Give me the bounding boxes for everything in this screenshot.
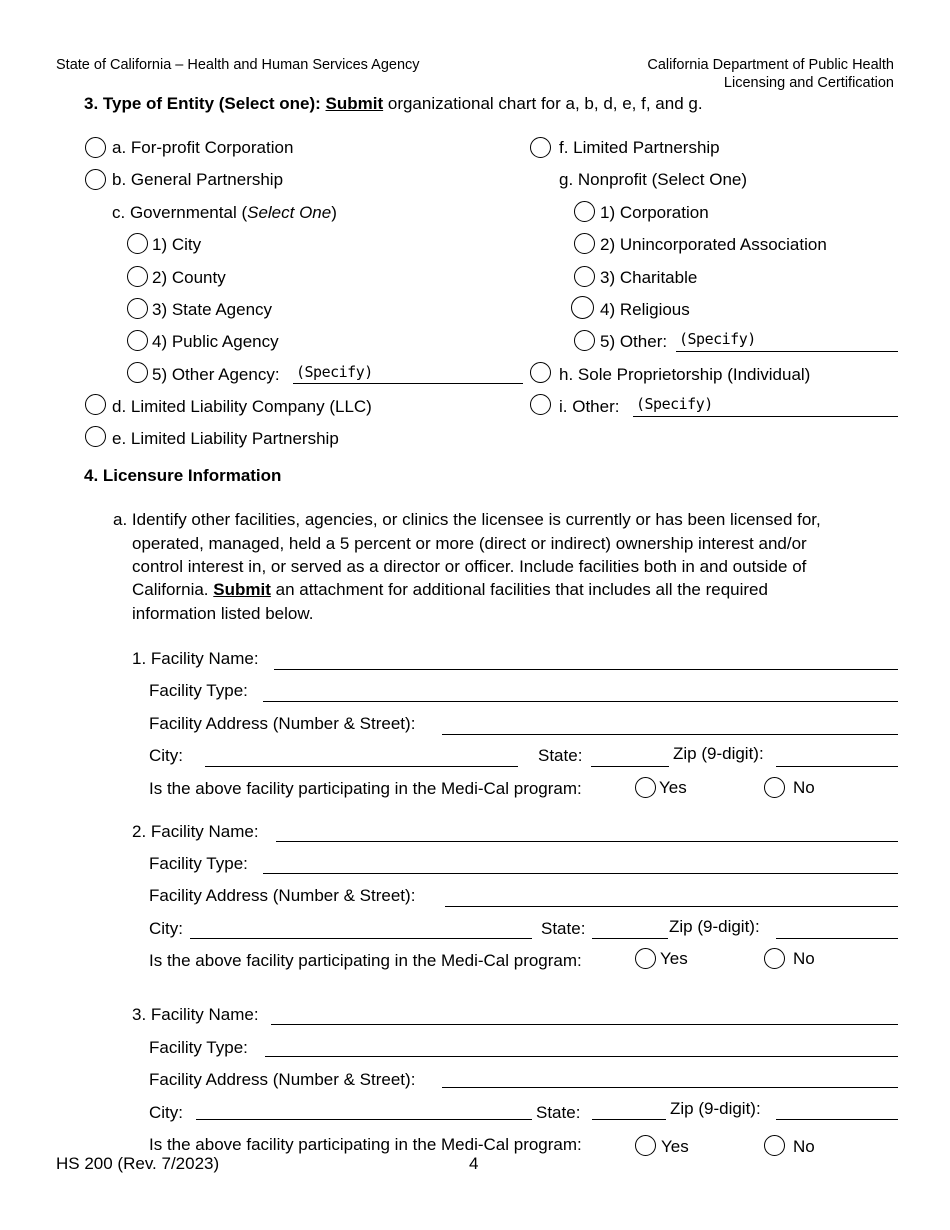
facility-2-name-label: 2. Facility Name: <box>132 822 259 841</box>
facility-3-city-field[interactable] <box>196 1119 532 1120</box>
facility-3-name-field[interactable] <box>271 1024 898 1025</box>
facility-1-medical-yes-radio[interactable] <box>635 777 656 798</box>
facility-3-city-label: City: <box>149 1103 183 1122</box>
other-entity-placeholder: (Specify) <box>636 395 713 413</box>
option-c-prefix: c. Governmental ( <box>112 203 248 222</box>
submit-keyword: Submit <box>325 94 384 113</box>
paragraph-line-3: control interest in, or served as a director or officer. Include facilities both in and outside of <box>132 557 807 576</box>
facility-1-medical-no-radio[interactable] <box>764 777 785 798</box>
other-agency-field[interactable] <box>293 383 523 384</box>
division-header: Licensing and Certification <box>723 75 894 91</box>
facility-1-zip-label: Zip (9-digit): <box>673 744 764 763</box>
facility-3-medical-question: Is the above facility participating in the Medi-Cal program: <box>149 1135 582 1154</box>
facility-1-name-label: 1. Facility Name: <box>132 649 259 668</box>
radio-public-agency[interactable] <box>127 330 148 351</box>
option-c2-label: 2) County <box>152 268 226 287</box>
option-c4-label: 4) Public Agency <box>152 332 279 351</box>
facility-3-type-label: Facility Type: <box>149 1038 248 1057</box>
other-agency-placeholder: (Specify) <box>296 363 373 381</box>
facility-1-no-label: No <box>793 778 815 797</box>
facility-3-state-field[interactable] <box>592 1119 666 1120</box>
facility-2-type-field[interactable] <box>263 873 898 874</box>
radio-for-profit-corporation[interactable] <box>85 137 106 158</box>
radio-sole-proprietorship[interactable] <box>530 362 551 383</box>
radio-nonprofit-other[interactable] <box>574 330 595 351</box>
paragraph-submit-keyword: Submit <box>213 580 271 599</box>
facility-2-address-field[interactable] <box>445 906 898 907</box>
facility-1-name-field[interactable] <box>274 669 898 670</box>
facility-2-state-label: State: <box>541 919 586 938</box>
section-4-title: 4. Licensure Information <box>84 466 282 485</box>
option-g3-label: 3) Charitable <box>600 268 698 287</box>
facility-3-medical-yes-radio[interactable] <box>635 1135 656 1156</box>
facility-3-address-field[interactable] <box>442 1087 898 1088</box>
facility-2-name-field[interactable] <box>276 841 898 842</box>
radio-other-entity[interactable] <box>530 394 551 415</box>
facility-2-no-label: No <box>793 949 815 968</box>
option-c-italic: Select One <box>247 203 332 222</box>
agency-header: State of California – Health and Human Services Agency <box>56 57 420 73</box>
option-b-label: b. General Partnership <box>112 170 284 189</box>
facility-2-medical-no-radio[interactable] <box>764 948 785 969</box>
facility-1-address-label: Facility Address (Number & Street): <box>149 714 416 733</box>
radio-charitable[interactable] <box>574 266 595 287</box>
paragraph-line-5: information listed below. <box>132 604 314 623</box>
facility-3-name-label: 3. Facility Name: <box>132 1005 259 1024</box>
facility-1-zip-field[interactable] <box>776 766 898 767</box>
option-h-label: h. Sole Proprietorship (Individual) <box>559 365 811 384</box>
facility-2-medical-question: Is the above facility participating in the Medi-Cal program: <box>149 951 582 970</box>
option-g2-label: 2) Unincorporated Association <box>600 235 827 254</box>
option-c-label <box>112 204 337 221</box>
facility-2-yes-label: Yes <box>660 949 688 968</box>
page-number: 4 <box>469 1154 479 1173</box>
facility-3-medical-no-radio[interactable] <box>764 1135 785 1156</box>
radio-state-agency[interactable] <box>127 298 148 319</box>
option-c1-label: 1) City <box>152 235 202 254</box>
option-e-label: e. Limited Liability Partnership <box>112 429 339 448</box>
paragraph-line-4-start: California. <box>132 580 209 599</box>
department-header: California Department of Public Health <box>647 57 894 73</box>
facility-1-medical-question: Is the above facility participating in the Medi-Cal program: <box>149 779 582 798</box>
facility-3-zip-label: Zip (9-digit): <box>670 1099 761 1118</box>
facility-1-city-label: City: <box>149 746 183 765</box>
facility-2-medical-yes-radio[interactable] <box>635 948 656 969</box>
nonprofit-other-field[interactable] <box>676 351 898 352</box>
section-3-title <box>84 95 703 112</box>
facility-3-state-label: State: <box>536 1103 581 1122</box>
form-id: HS 200 (Rev. 7/2023) <box>56 1154 220 1173</box>
radio-other-agency[interactable] <box>127 362 148 383</box>
option-d-label: d. Limited Liability Company (LLC) <box>112 397 372 416</box>
facility-3-type-field[interactable] <box>265 1056 898 1057</box>
paragraph-line-1: a. Identify other facilities, agencies, or clinics the licensee is currently or has been licensed for, <box>113 510 821 529</box>
paragraph-line-2: operated, managed, held a 5 percent or more (direct or indirect) ownership interest and/or <box>132 534 807 553</box>
nonprofit-other-placeholder: (Specify) <box>679 330 756 348</box>
facility-2-address-label: Facility Address (Number & Street): <box>149 886 416 905</box>
facility-1-city-field[interactable] <box>205 766 518 767</box>
radio-llp[interactable] <box>85 426 106 447</box>
option-a-label: a. For-profit Corporation <box>112 138 294 157</box>
option-g-label: g. Nonprofit (Select One) <box>559 170 748 189</box>
facility-1-state-field[interactable] <box>591 766 669 767</box>
radio-limited-partnership[interactable] <box>530 137 551 158</box>
option-i-label: i. Other: <box>559 397 620 416</box>
radio-nonprofit-corporation[interactable] <box>574 201 595 222</box>
radio-llc[interactable] <box>85 394 106 415</box>
other-entity-field[interactable] <box>633 416 898 417</box>
facility-2-city-field[interactable] <box>190 938 532 939</box>
radio-general-partnership[interactable] <box>85 169 106 190</box>
radio-county[interactable] <box>127 266 148 287</box>
paragraph-line-4 <box>132 581 768 598</box>
option-g5-label: 5) Other: <box>600 332 668 351</box>
paragraph-line-4-end: an attachment for additional facilities that includes all the required <box>275 580 768 599</box>
section-3-heading: 3. Type of Entity (Select one): <box>84 94 321 113</box>
radio-unincorporated-association[interactable] <box>574 233 595 254</box>
facility-2-type-label: Facility Type: <box>149 854 248 873</box>
facility-3-zip-field[interactable] <box>776 1119 898 1120</box>
facility-2-zip-label: Zip (9-digit): <box>669 917 760 936</box>
option-g1-label: 1) Corporation <box>600 203 709 222</box>
facility-1-address-field[interactable] <box>442 734 898 735</box>
radio-city[interactable] <box>127 233 148 254</box>
facility-1-type-field[interactable] <box>263 701 898 702</box>
option-f-label: f. Limited Partnership <box>559 138 720 157</box>
facility-2-city-label: City: <box>149 919 183 938</box>
option-c5-label: 5) Other Agency: <box>152 365 280 384</box>
radio-religious[interactable] <box>571 296 594 319</box>
facility-3-no-label: No <box>793 1137 815 1156</box>
option-c-suffix: ) <box>331 203 337 222</box>
option-c3-label: 3) State Agency <box>152 300 273 319</box>
facility-1-state-label: State: <box>538 746 583 765</box>
facility-1-type-label: Facility Type: <box>149 681 248 700</box>
option-g4-label: 4) Religious <box>600 300 690 319</box>
facility-2-zip-field[interactable] <box>776 938 898 939</box>
facility-1-yes-label: Yes <box>659 778 687 797</box>
section-3-instruction: organizational chart for a, b, d, e, f, and g. <box>387 94 703 113</box>
facility-2-state-field[interactable] <box>592 938 668 939</box>
facility-3-address-label: Facility Address (Number & Street): <box>149 1070 416 1089</box>
facility-3-yes-label: Yes <box>661 1137 689 1156</box>
